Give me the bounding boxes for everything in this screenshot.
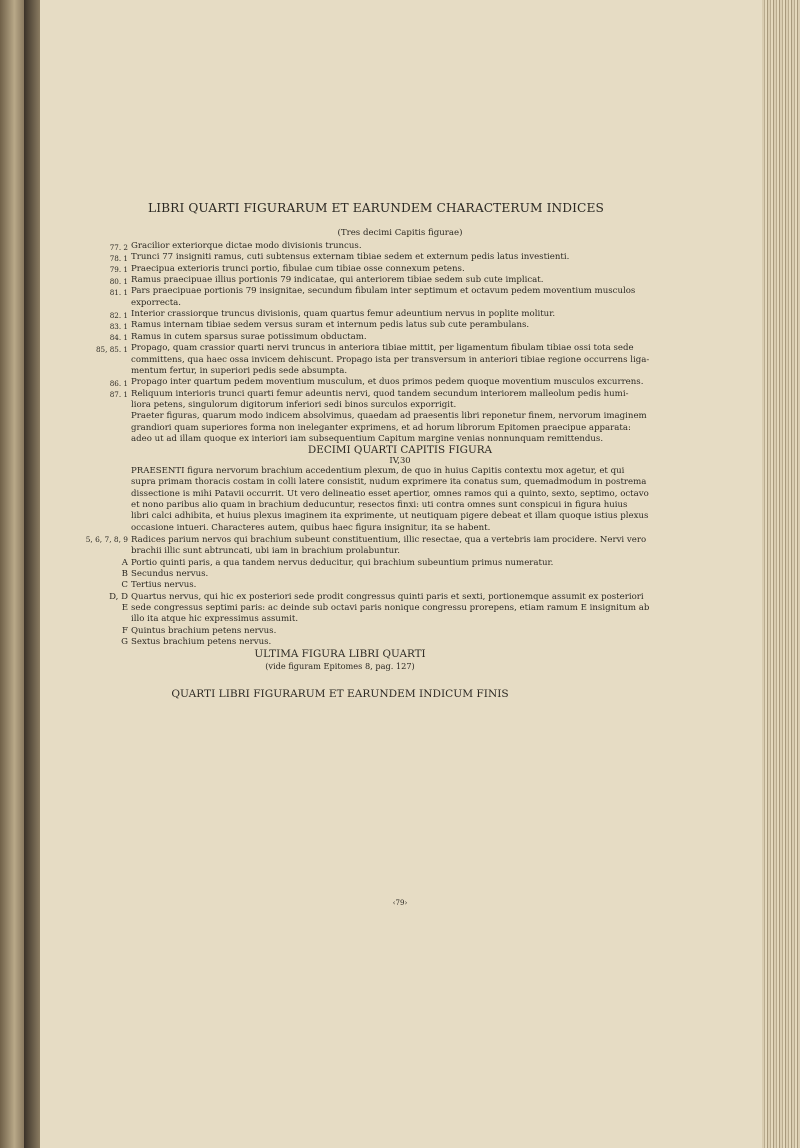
section2-ref: IV,30: [389, 455, 411, 465]
page-title: LIBRI QUARTI FIGURARUM ET EARUNDEM CHARACTERUM INDICES: [148, 201, 604, 215]
item-key: G: [121, 637, 128, 648]
entry-number: 85, 85. 1: [95, 344, 128, 354]
entry-number: 86. 1: [109, 378, 128, 388]
entry-text: Praecipua exterioris trunci portio, fibulae cum tibiae osse connexum petens.: [131, 263, 465, 274]
section3-note: (vide figuram Epitomes 8, pag. 127): [265, 661, 415, 671]
entry-number: 80. 1: [109, 276, 128, 286]
entry-number: 87. 1: [109, 390, 128, 400]
page-edges: [762, 0, 800, 1148]
item-text: sede congressus septimi paris: ac deinde sub octavi paris nonique congressu prorepens, etiam ramum E insignitum ab: [131, 603, 650, 614]
entry-text: Pars praecipuae portionis 79 insignitae, secundum fibulam inter septimum et octavum pedem moventium musculos: [131, 286, 636, 297]
book-gutter: [24, 0, 40, 1148]
item-text: Quintus brachium petens nervus.: [131, 625, 277, 636]
paragraph-line: dissectione is mihi Patavii occurrit. Ut vero delineatio esset apertior, omnes ramos qui a quinto, sexto, septimo, octavo: [131, 488, 649, 499]
entry-text: liora petens, singulorum digitorum inferiori sedi binos surculos exporrigit.: [131, 399, 457, 410]
entry-text: Reliquum interioris trunci quarti femur adeuntis nervi, quod tandem secundum interiorem malleolum pedis humi-: [131, 388, 629, 399]
paragraph-line: libri calci adhibita, et huius plexus imaginem ita exprimente, ut neutiquam pigere debeat et illam quoque istius plexus: [131, 511, 649, 522]
closing-line: adeo ut ad illam quoque ex interiori iam subsequentium Capitum margine venias nonnunquam remittendus.: [131, 433, 604, 444]
item-key: B: [121, 569, 128, 580]
entry-number: 84. 1: [109, 333, 128, 343]
entry-text: Gracilior exteriorque dictae modo divisionis truncus.: [131, 241, 362, 251]
left-page-edge: [0, 0, 24, 1148]
section3-heading: ULTIMA FIGURA LIBRI QUARTI: [254, 648, 426, 660]
subtitle: (Tres decimi Capitis figurae): [337, 228, 463, 238]
closing-line: Praeter figuras, quarum modo indicem absolvimus, quaedam ad praesentis libri reponetur finem, nervorum imaginem: [131, 411, 647, 422]
entry-text: Propago inter quartum pedem moventium musculum, et duos primos pedem quoque moventium musculos excurrens.: [131, 377, 644, 388]
item-key: 5, 6, 7, 8, 9: [85, 535, 128, 544]
item-key: D, D: [109, 591, 128, 602]
entry-text: exporrecta.: [131, 297, 182, 308]
entry-text: mentum fertur, in superiori pedis sede absumpta.: [131, 365, 348, 376]
finis-heading: QUARTI LIBRI FIGURARUM ET EARUNDEM INDICUM FINIS: [171, 688, 509, 700]
entry-text: committens, qua haec ossa invicem dehiscunt. Propago ista per transversum in anteriori tibiae regione occurrens liga-: [131, 354, 650, 365]
entry-number: 77. 2: [109, 242, 128, 252]
item-key: C: [121, 580, 128, 591]
entry-number: 83. 1: [109, 321, 128, 331]
item-text: Portio quinti paris, a qua tandem nervus deducitur, qui brachium subeuntium primus numeratur.: [131, 557, 554, 568]
item-text: Quartus nervus, qui hic ex posteriori sede prodit congressus quinti paris et sexti, portionemque assumit ex posteriori: [131, 591, 644, 602]
entry-text: Propago, quam crassior quarti nervi truncus in anteriora tibiae mittit, per ligamentum fibulam tibiae ossi tota sede: [131, 343, 634, 354]
paragraph-line: supra primam thoracis costam in colli latere consistit, nudum exprimere ita conatus sum, quemadmodum in postrema: [131, 477, 647, 488]
entry-text: Ramus internam tibiae sedem versus suram et internum pedis latus sub cute perambulans.: [131, 320, 530, 331]
entry-number: 81. 1: [109, 287, 128, 297]
page-number: ‹79›: [392, 899, 408, 907]
item-key: A: [121, 557, 128, 568]
section2-heading: DECIMI QUARTI CAPITIS FIGURA: [307, 444, 493, 456]
item-key: F: [122, 625, 128, 636]
item-text: Radices parium nervos qui brachium subeunt constituentium, illic resectae, qua a vertebris iam procidere. Nervi vero: [131, 535, 647, 545]
entry-text: Trunci 77 insigniti ramus, cuti subtensus externam tibiae sedem et externum pedis latus investienti.: [131, 252, 570, 263]
entry-number: 82. 1: [109, 310, 128, 320]
item-text: Sextus brachium petens nervus.: [131, 637, 272, 648]
paragraph-line: et nono paribus alio quam in brachium deducuntur, resectos finxi: uti contra omnes sunt conspicui in figura huius: [131, 500, 628, 511]
entry-text: Interior crassiorque truncus divisionis, quam quartus femur adeuntium nervus in poplite molitur.: [131, 309, 556, 320]
entry-number: 78. 1: [109, 253, 128, 263]
item-text: illo ita atque hic expressimus assumit.: [131, 614, 299, 625]
item-key: E: [121, 603, 128, 614]
entry-number: 79. 1: [109, 265, 128, 275]
item-text: Secundus nervus.: [131, 569, 209, 580]
paragraph-line: occasione intueri. Characteres autem, quibus haec figura insignitur, ita se habent.: [131, 522, 491, 533]
item-text: Tertius nervus.: [131, 580, 197, 591]
paragraph-line: PRAESENTI figura nervorum brachium accedentium plexum, de quo in huius Capitis contextu mox agetur, et qui: [131, 466, 625, 476]
item-text: brachii illic sunt abtruncati, ubi iam in brachium prolabuntur.: [131, 546, 401, 557]
closing-line: grandiori quam superiores forma non ineleganter exprimens, et ad horum librorum Epitomen praecipue apparata:: [131, 422, 631, 433]
entry-text: Ramus in cutem sparsus surae potissimum obductam.: [131, 331, 367, 342]
entry-text: Ramus praecipuae illius portionis 79 indicatae, qui anteriorem tibiae sedem sub cute implicat.: [131, 275, 544, 286]
